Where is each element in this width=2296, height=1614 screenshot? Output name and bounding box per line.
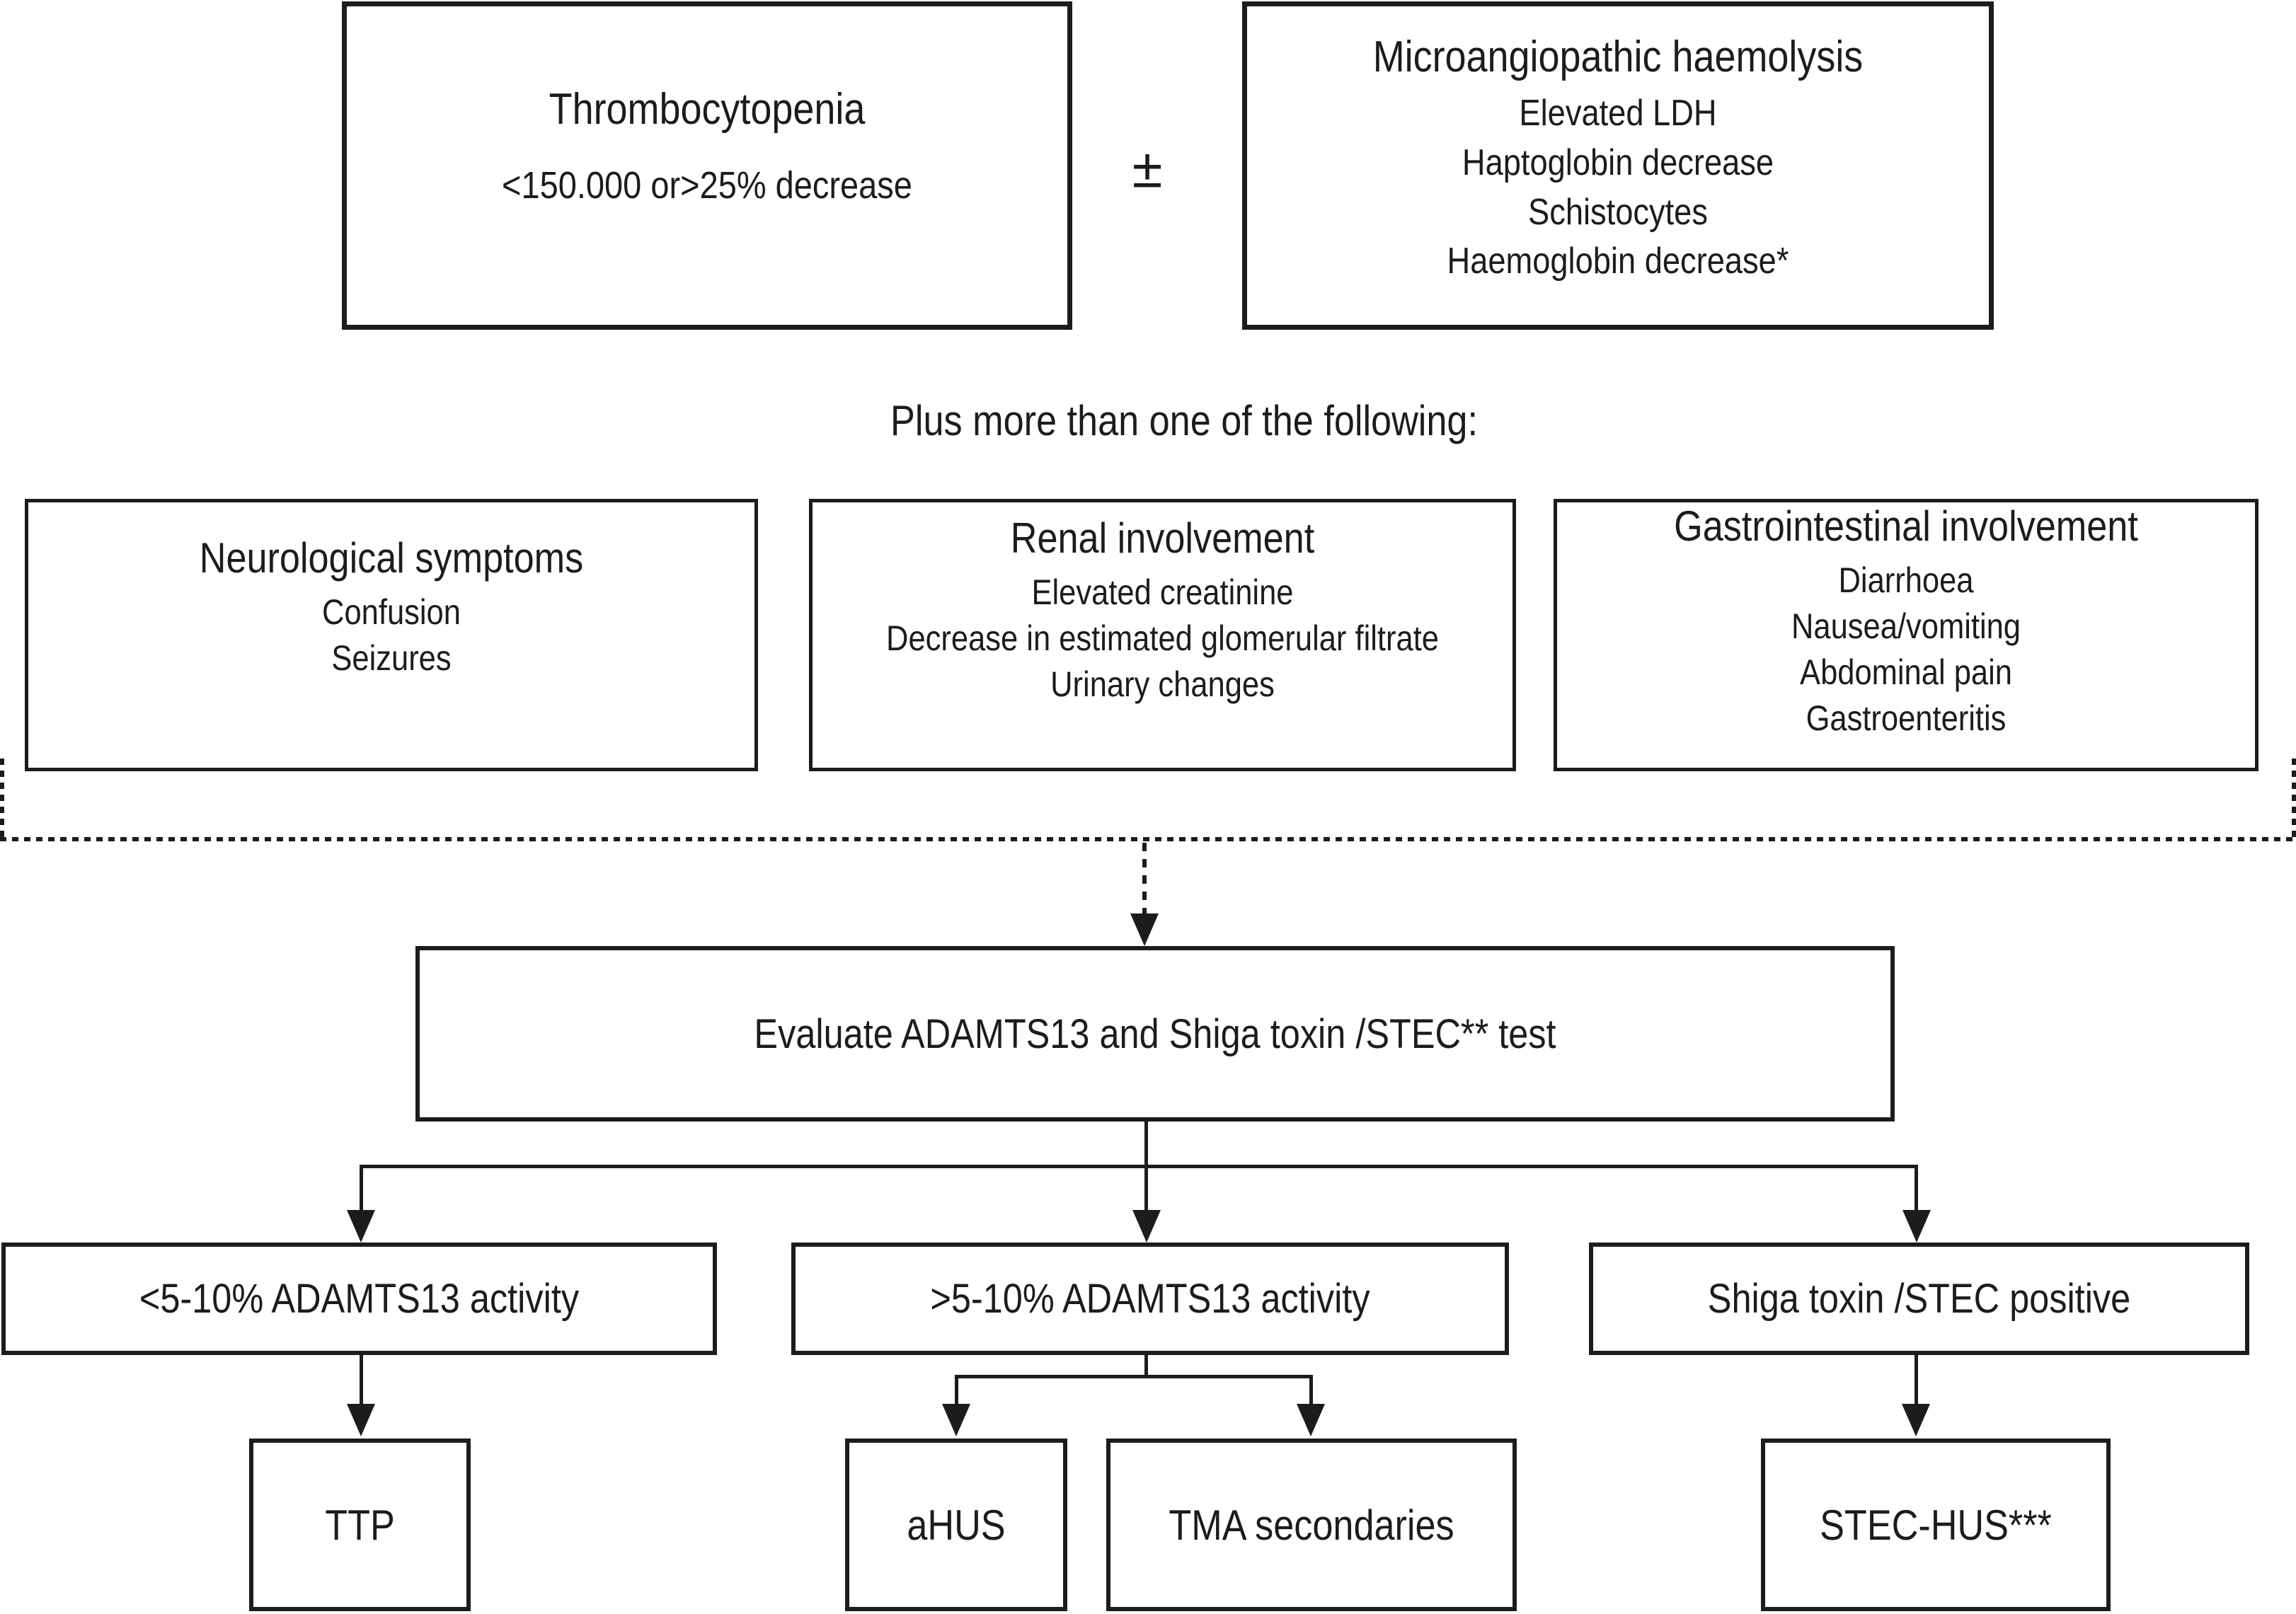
tma-secondaries-label: TMA secondaries (1169, 1501, 1454, 1549)
adamts13-low-box (1, 1243, 717, 1355)
branch-split-line (360, 1165, 1918, 1168)
dashed-connector-arrowhead (1130, 913, 1159, 946)
microangiopathic-title: Microangiopathic haemolysis (1372, 33, 1864, 81)
tma-arrowhead (1297, 1404, 1325, 1436)
renal-item: Decrease in estimated glomerular filtrate (886, 618, 1439, 658)
haemolysis-item: Haemoglobin decrease* (1447, 241, 1789, 282)
shiga-toxin-positive-box (1589, 1243, 2249, 1355)
adamts13-low-label: <5-10% ADAMTS13 activity (139, 1276, 580, 1322)
gastrointestinal-item: Gastroenteritis (1806, 698, 2007, 738)
adamts13-high-label: >5-10% ADAMTS13 activity (930, 1276, 1370, 1322)
branch-right-line (1915, 1165, 1918, 1213)
gastrointestinal-item: Nausea/vomiting (1791, 606, 2021, 646)
neurological-title: Neurological symptoms (199, 534, 584, 582)
stec-hus-connector-line (1915, 1355, 1918, 1406)
microangiopathic-haemolysis-box (1242, 1, 1994, 330)
branch-middle-line (1144, 1165, 1148, 1213)
branch-left-arrowhead (347, 1210, 375, 1243)
renal-item: Elevated creatinine (1031, 572, 1294, 612)
ahus-arrowhead (942, 1404, 970, 1436)
gastrointestinal-item: Abdominal pain (1800, 652, 2012, 692)
thrombocytopenia-title: Thrombocytopenia (549, 85, 866, 134)
shiga-toxin-positive-label: Shiga toxin /STEC positive (1707, 1276, 2131, 1322)
branch-left-line (360, 1165, 363, 1213)
haemolysis-item: Haptoglobin decrease (1462, 142, 1774, 183)
thrombocytopenia-box (342, 1, 1072, 330)
dotted-bracket-right-stub (2292, 759, 2296, 838)
ahus-connector-line (955, 1375, 958, 1406)
branch-middle-arrowhead (1132, 1210, 1161, 1243)
tma-connector-line (1309, 1375, 1313, 1406)
thrombocytopenia-criteria: <150.000 or>25% decrease (502, 164, 912, 207)
ahus-tma-stem-line (1144, 1355, 1148, 1377)
ahus-box (845, 1439, 1067, 1611)
evaluate-test-box (415, 946, 1895, 1122)
ahus-label: aHUS (907, 1501, 1006, 1549)
neurological-symptoms-box (25, 499, 758, 771)
stec-hus-arrowhead (1902, 1404, 1930, 1436)
dotted-bracket-line (0, 837, 2296, 841)
ahus-tma-split-line (955, 1375, 1313, 1378)
stec-hus-label: STEC-HUS*** (1820, 1501, 2052, 1549)
ttp-arrowhead (347, 1404, 375, 1436)
renal-item: Urinary changes (1050, 664, 1275, 704)
criteria-heading: Plus more than one of the following: (890, 397, 1478, 444)
ttp-label: TTP (325, 1501, 395, 1549)
haemolysis-item: Schistocytes (1528, 191, 1708, 233)
gastrointestinal-item: Diarrhoea (1838, 560, 1974, 600)
renal-involvement-box (809, 499, 1516, 771)
haemolysis-item: Elevated LDH (1519, 93, 1717, 134)
ttp-box (249, 1439, 471, 1611)
neurological-item: Seizures (331, 638, 452, 678)
dashed-connector-line (1142, 843, 1147, 916)
ttp-connector-line (360, 1355, 363, 1406)
gastrointestinal-involvement-box (1554, 499, 2258, 771)
dotted-bracket-left-stub (0, 759, 4, 838)
evaluate-test-label: Evaluate ADAMTS13 and Shiga toxin /STEC** test (754, 1010, 1556, 1057)
evaluate-exit-line (1144, 1122, 1148, 1166)
branch-right-arrowhead (1902, 1210, 1931, 1243)
plus-minus-symbol: ± (1132, 137, 1163, 200)
neurological-item: Confusion (322, 592, 461, 632)
stec-hus-box (1761, 1439, 2111, 1611)
renal-title: Renal involvement (1010, 514, 1315, 562)
adamts13-high-box (791, 1243, 1509, 1355)
tma-secondaries-box (1106, 1439, 1517, 1611)
gastrointestinal-title: Gastrointestinal involvement (1674, 502, 2138, 550)
